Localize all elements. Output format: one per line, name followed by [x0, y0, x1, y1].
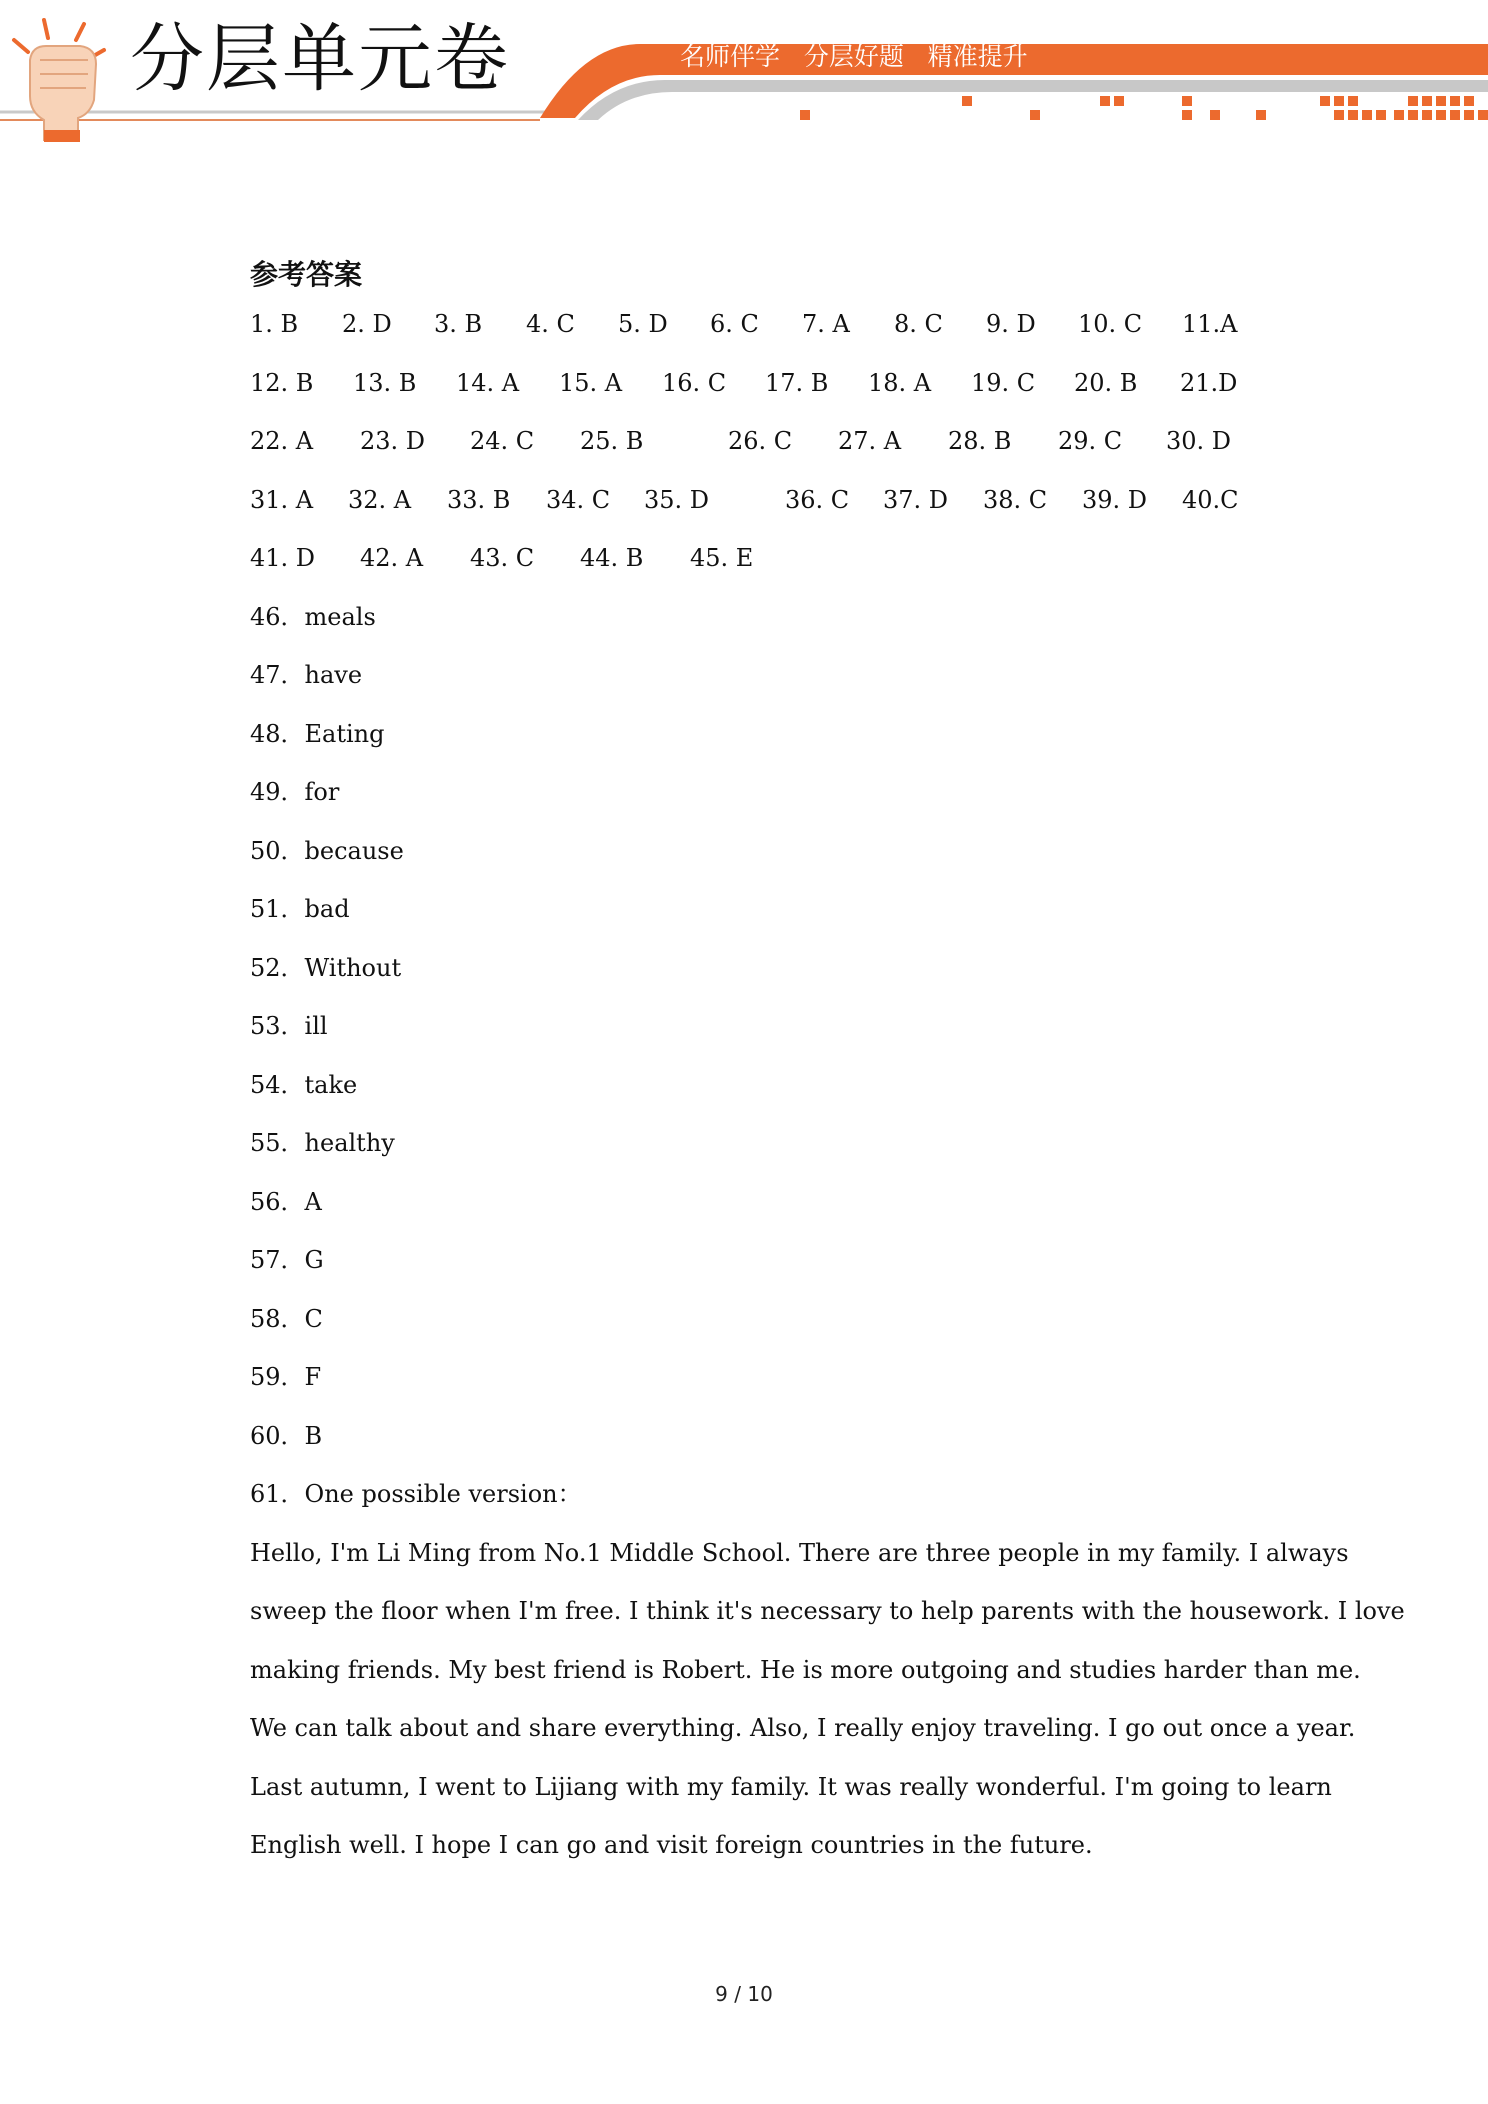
essay-line: sweep the floor when I'm free. I think it's necessary to help parents with the housework. I love — [250, 1597, 1405, 1625]
mc-answer: 28. B — [948, 427, 1012, 455]
mc-answer: 12. B — [250, 368, 314, 397]
page-header — [0, 0, 1488, 150]
essay-line: English well. I hope I can go and visit foreign countries in the future. — [250, 1831, 1093, 1859]
fill-in-answers — [250, 588, 1250, 1524]
mc-row — [250, 529, 1250, 588]
essay-line: We can talk about and share everything. Also, I really enjoy traveling. I go out once a year. — [250, 1714, 1356, 1742]
answer-item: 61．One possible version： — [250, 1480, 582, 1508]
answer-item: 47．have — [250, 661, 363, 689]
mc-answer: 32. A — [348, 485, 412, 514]
mc-answer: 40.C — [1182, 485, 1239, 514]
answer-item: 59．F — [250, 1363, 322, 1391]
mc-answer: 19. C — [971, 368, 1036, 397]
answer-item: 55．healthy — [250, 1129, 395, 1157]
mc-answer: 24. C — [470, 427, 535, 455]
mc-row — [250, 471, 1250, 530]
answer-item: 46．meals — [250, 602, 376, 631]
answer-item: 51．bad — [250, 895, 350, 923]
mc-answer: 42. A — [360, 544, 424, 572]
answer-item: 53．ill — [250, 1012, 328, 1040]
mc-answer: 45. E — [690, 544, 754, 572]
mc-answer: 44. B — [580, 544, 644, 572]
answer-item: 58．C — [250, 1304, 323, 1333]
mc-answer: 26. C — [728, 427, 793, 455]
answer-key — [250, 255, 1405, 1875]
mc-answer: 30. D — [1166, 427, 1232, 455]
answer-item: 48．Eating — [250, 719, 385, 748]
answer-item: 49．for — [250, 778, 340, 806]
mc-answer: 7. A — [802, 310, 850, 338]
answer-item: 50．because — [250, 836, 404, 865]
mc-answer: 34. C — [546, 485, 611, 514]
mc-answer: 4. C — [526, 310, 575, 338]
mc-answer: 10. C — [1078, 310, 1143, 338]
mc-answer: 3. B — [434, 310, 483, 338]
mc-answer: 9. D — [986, 310, 1036, 338]
mc-answer: 37. D — [883, 485, 949, 514]
header-slogan: 名师伴学 分层好题 精准提升 — [680, 42, 1028, 71]
essay-line: making friends. My best friend is Robert. He is more outgoing and studies harder than me. — [250, 1655, 1361, 1684]
answer-item: 52．Without — [250, 953, 402, 982]
mc-answer: 1. B — [250, 310, 299, 338]
fist-raised-icon — [14, 20, 104, 142]
mc-row — [250, 412, 1250, 471]
essay-line: Hello, I'm Li Ming from No.1 Middle School. There are three people in my family. I always — [250, 1538, 1349, 1567]
mc-answer: 11.A — [1182, 310, 1238, 338]
answer-item: 57．G — [250, 1246, 324, 1274]
mc-answer: 13. B — [353, 368, 417, 397]
essay-line: Last autumn, I went to Lijiang with my family. It was really wonderful. I'm going to learn — [250, 1772, 1332, 1801]
mc-answer: 17. B — [765, 368, 829, 397]
mc-answer: 18. A — [868, 368, 932, 397]
mc-answer: 39. D — [1082, 485, 1148, 514]
answer-item: 56．A — [250, 1187, 322, 1216]
sample-essay — [250, 1524, 1405, 1875]
mc-answer: 6. C — [710, 310, 759, 338]
mc-answer: 14. A — [456, 368, 520, 397]
answer-item: 60．B — [250, 1421, 323, 1450]
mc-row — [250, 354, 1250, 413]
mc-answer: 2. D — [342, 310, 392, 338]
mc-answer: 20. B — [1074, 368, 1138, 397]
mc-answer: 31. A — [250, 485, 314, 514]
page-number: 9 / 10 — [715, 1982, 773, 2006]
mc-answer: 41. D — [250, 544, 316, 572]
mc-answer: 21.D — [1180, 368, 1238, 397]
mc-answer: 25. B — [580, 427, 644, 455]
mc-answer: 36. C — [785, 485, 850, 514]
mc-answer: 15. A — [559, 368, 623, 397]
brand-title: 分层单元卷 — [130, 16, 510, 102]
mc-answer: 33. B — [447, 485, 511, 514]
mc-answer: 43. C — [470, 544, 535, 572]
mc-answer: 23. D — [360, 427, 426, 455]
mc-answer: 22. A — [250, 427, 314, 455]
multiple-choice-answers — [250, 295, 1250, 588]
mc-row — [250, 295, 1250, 354]
mc-answer: 5. D — [618, 310, 668, 338]
mc-answer: 35. D — [644, 485, 710, 514]
mc-answer: 29. C — [1058, 427, 1123, 455]
mc-answer: 8. C — [894, 310, 943, 338]
answer-item: 54．take — [250, 1070, 358, 1099]
section-title: 参考答案 — [250, 258, 363, 291]
decorative-squares — [800, 96, 1488, 120]
mc-answer: 16. C — [662, 368, 727, 397]
mc-answer: 38. C — [983, 485, 1048, 514]
mc-answer: 27. A — [838, 427, 902, 455]
